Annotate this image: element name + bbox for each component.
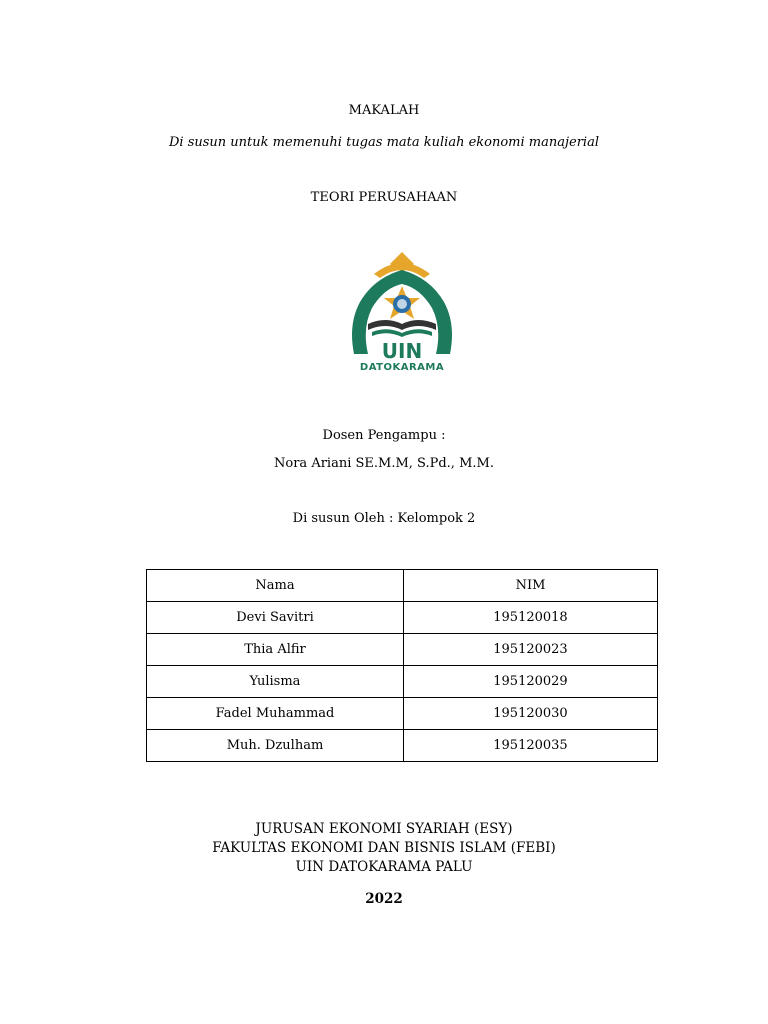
logo-caption: DATOKARAMA xyxy=(359,362,445,373)
department-name: JURUSAN EKONOMI SYARIAH (ESY) xyxy=(255,821,513,837)
table-row xyxy=(147,730,658,762)
university-name: UIN DATOKARAMA PALU xyxy=(295,859,473,875)
header-name: Nama xyxy=(147,570,404,602)
member-name: Fadel Muhammad xyxy=(147,698,404,730)
logo-mark-text: UIN xyxy=(381,339,423,362)
document-topic: TEORI PERUSAHAAN xyxy=(310,190,458,205)
member-nim: 195120035 xyxy=(404,730,658,762)
table-row xyxy=(147,602,658,634)
member-name: Thia Alfir xyxy=(147,634,404,666)
member-name: Devi Savitri xyxy=(147,602,404,634)
member-nim: 195120030 xyxy=(404,698,658,730)
table-header-row xyxy=(147,570,658,602)
lecturer-label: Dosen Pengampu : xyxy=(322,428,446,443)
document-year: 2022 xyxy=(365,891,403,907)
member-name: Muh. Dzulham xyxy=(147,730,404,762)
lecturer-name: Nora Ariani SE.M.M, S.Pd., M.M. xyxy=(274,456,494,471)
university-logo xyxy=(332,250,472,384)
document-title: MAKALAH xyxy=(348,103,420,118)
uin-logo-emblem-icon xyxy=(332,250,472,362)
member-nim: 195120029 xyxy=(404,666,658,698)
table-row xyxy=(147,698,658,730)
member-name: Yulisma xyxy=(147,666,404,698)
member-nim: 195120018 xyxy=(404,602,658,634)
group-label: Di susun Oleh : Kelompok 2 xyxy=(292,511,476,526)
table-row xyxy=(147,666,658,698)
faculty-name: FAKULTAS EKONOMI DAN BISNIS ISLAM (FEBI) xyxy=(212,840,556,856)
table-row xyxy=(147,634,658,666)
members-table xyxy=(146,569,658,762)
header-nim: NIM xyxy=(404,570,658,602)
member-nim: 195120023 xyxy=(404,634,658,666)
document-subtitle: Di susun untuk memenuhi tugas mata kuliah ekonomi manajerial xyxy=(168,135,599,150)
